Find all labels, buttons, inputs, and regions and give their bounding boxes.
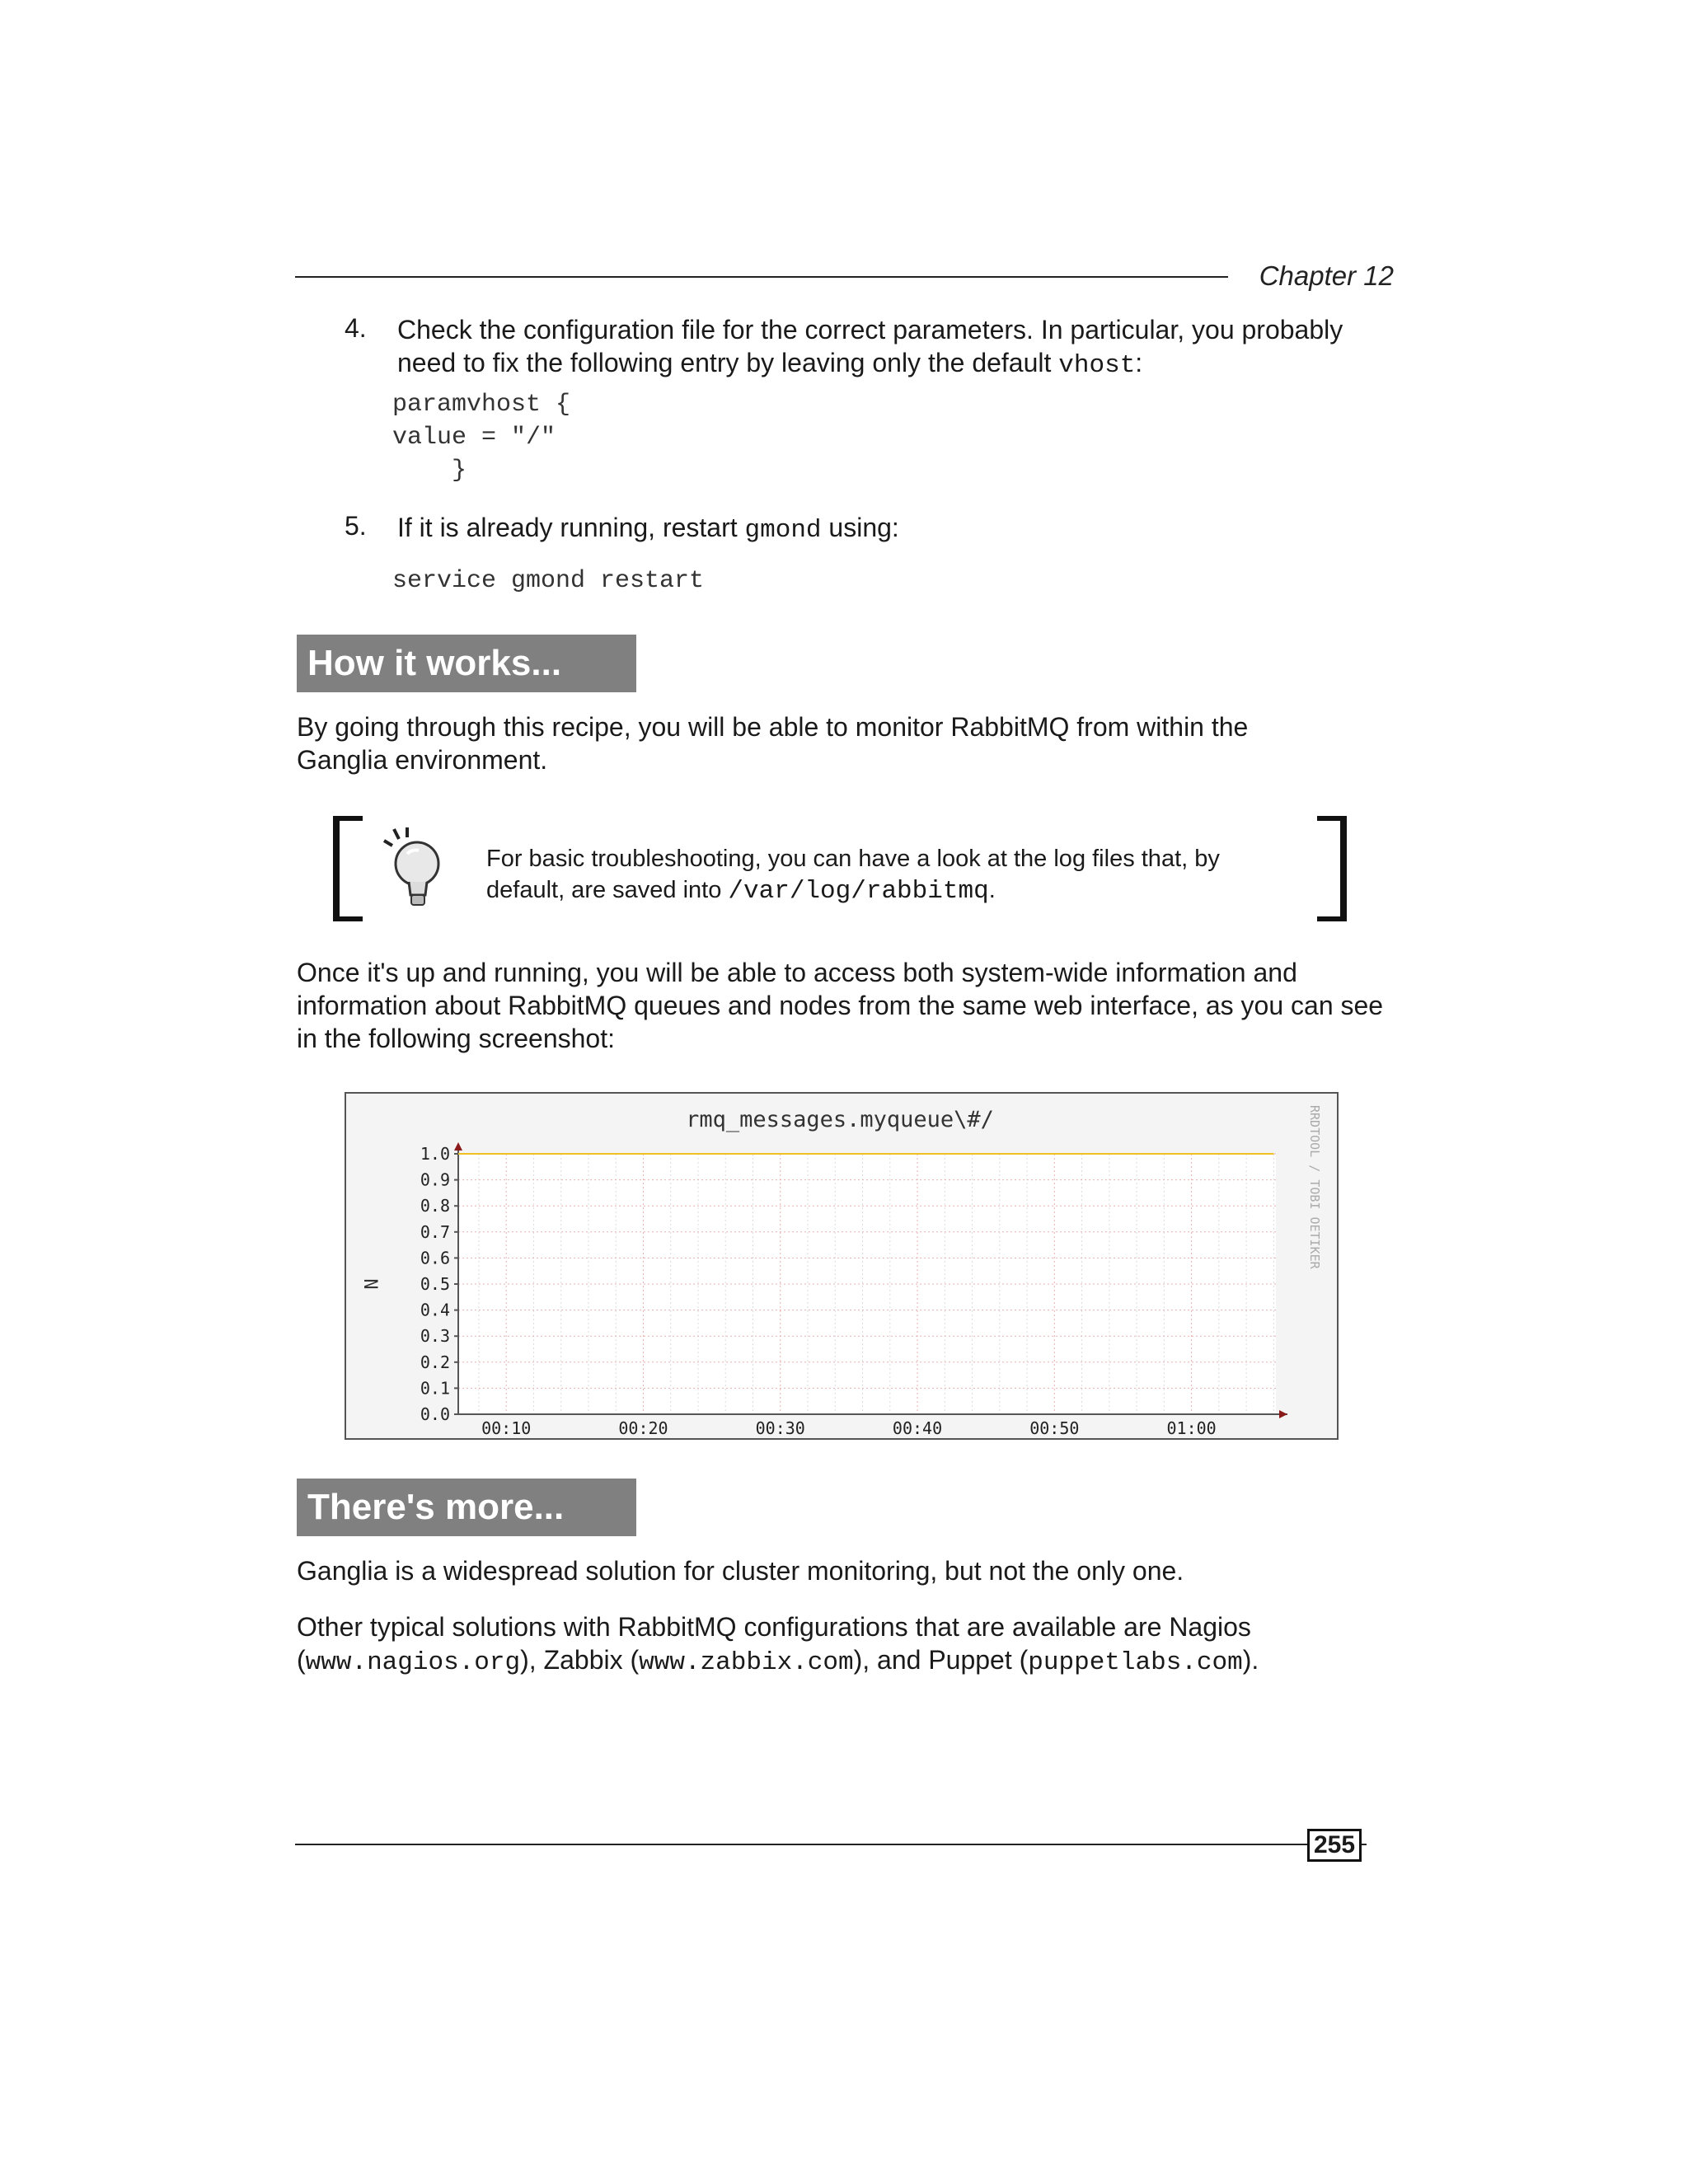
page-number: 255 (1307, 1829, 1362, 1862)
x-tick-label: 00:10 (481, 1418, 532, 1438)
x-tick-label: 00:30 (755, 1418, 805, 1438)
y-tick-label: 0.2 (420, 1352, 450, 1372)
step-5-number: 5. (345, 511, 367, 541)
gmond-code: gmond (744, 516, 822, 545)
theres-more-paragraph-2: Other typical solutions with RabbitMQ configurations that are available are Nagios (www.nagios.org), Zabbix (www.zabbix.com), and Puppet (puppetlabs.com). (297, 1612, 1259, 1677)
footer-rule (295, 1844, 1367, 1845)
x-axis-arrow (1279, 1410, 1287, 1418)
chart-title: rmq_messages.myqueue\#/ (686, 1107, 994, 1132)
code-line: value = "/" (392, 424, 556, 452)
x-tick-label: 00:40 (892, 1418, 943, 1438)
code-line: paramvhost { (392, 391, 571, 419)
note-right-bracket (1309, 816, 1350, 921)
y-tick-label: 0.9 (420, 1169, 450, 1190)
rrd-chart-panel (345, 1092, 1339, 1440)
step-5-text: If it is already running, restart gmond using: (397, 513, 899, 545)
note-left-bracket (330, 816, 371, 921)
code-line: service gmond restart (392, 567, 705, 595)
chapter-label: Chapter 12 (1259, 260, 1394, 291)
log-path-code: /var/log/rabbitmq (728, 877, 989, 906)
how-it-works-paragraph: By going through this recipe, you will be able to monitor RabbitMQ from within the Ganglia environment. (297, 712, 1249, 775)
y-tick-label: 0.0 (420, 1404, 450, 1424)
y-axis-label: N (359, 1278, 380, 1290)
step-4-text: Check the configuration file for the correct parameters. In particular, you probably need to fix the following entry by leaving only the default vhost: (397, 315, 1343, 380)
x-tick-label: 01:00 (1166, 1418, 1217, 1438)
theres-more-paragraph-1: Ganglia is a widespread solution for cluster monitoring, but not the only one. (297, 1556, 1184, 1586)
x-tick-label: 00:20 (618, 1418, 668, 1438)
rrdtool-watermark: RRDTOOL / TOBI OETIKER (1307, 1105, 1322, 1269)
theres-more-heading: There's more... (297, 1479, 636, 1536)
y-tick-label: 0.1 (420, 1378, 450, 1399)
nagios-link[interactable]: www.nagios.org (305, 1648, 521, 1677)
y-tick-label: 0.4 (420, 1300, 450, 1320)
rrd-chart (346, 1094, 1337, 1438)
how-it-works-heading: How it works... (297, 635, 636, 692)
puppet-link[interactable]: puppetlabs.com (1028, 1648, 1243, 1677)
screenshot-intro-paragraph: Once it's up and running, you will be able to access both system-wide information and information about RabbitMQ queues and nodes from the same web interface, as you can see in the following screenshot: (297, 958, 1384, 1053)
y-tick-label: 1.0 (420, 1144, 450, 1164)
zabbix-link[interactable]: www.zabbix.com (639, 1648, 854, 1677)
y-tick-label: 0.5 (420, 1274, 450, 1294)
y-axis-arrow (454, 1142, 462, 1151)
y-tick-label: 0.3 (420, 1326, 450, 1347)
y-tick-label: 0.6 (420, 1248, 450, 1268)
y-tick-label: 0.7 (420, 1221, 450, 1242)
header-rule (295, 276, 1228, 278)
y-tick-label: 0.8 (420, 1196, 450, 1216)
note-text: For basic troubleshooting, you can have a look at the log files that, by default, are saved into /var/log/rabbitmq. (486, 846, 1220, 906)
code-line: } (392, 457, 467, 485)
lightbulb-icon (381, 827, 450, 910)
vhost-code: vhost (1058, 351, 1136, 380)
x-tick-label: 00:50 (1029, 1418, 1080, 1438)
step-4-number: 4. (345, 313, 367, 343)
